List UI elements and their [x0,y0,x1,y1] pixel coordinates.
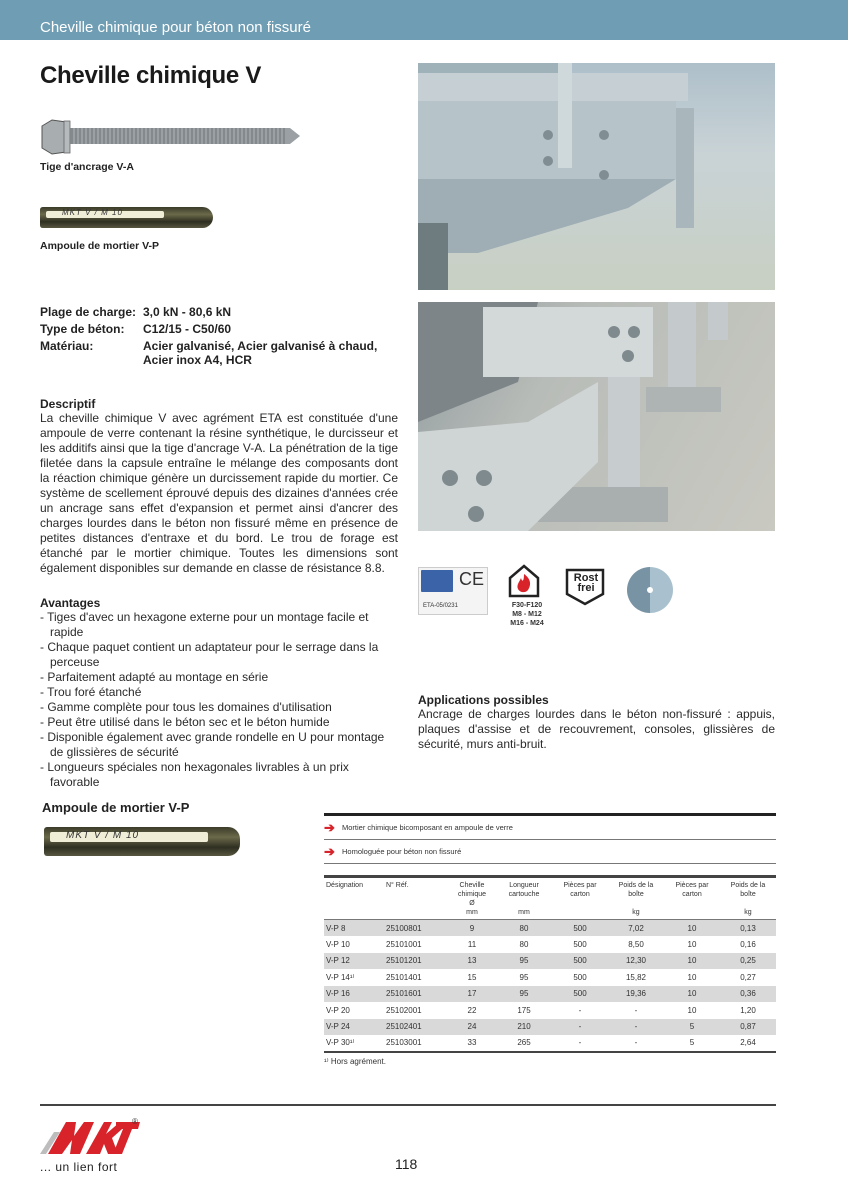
advantages-title: Avantages [40,596,101,610]
page-title: Cheville chimique V [40,62,262,89]
table-row: V-P 8 25100801 9 80 500 7,02 10 0,13 [324,920,776,937]
list-item: - Trou foré étanché [40,685,142,699]
svg-text:®: ® [132,1117,138,1126]
application-photo-guardrail [418,302,775,531]
fire-resistance-icon [508,564,540,598]
applications-title: Applications possibles [418,693,549,707]
mkt-logo [40,1116,140,1156]
bottom-ampoule-image: MKT V / M 10 [44,827,240,856]
description-text: La cheville chimique V avec agrément ETA est constituée d'une ampoule de verre contenant la résine synthétique, le durcisseur et les additifs ainsi que la tige d'ancrage V-A. La pénétration de la tige filetée dans la capsule entraîne le mélange des composants dont la réaction chimique génère un durcissement rapide du mortier. Ce système de scellement éprouvé depuis des dizaines d'années crée un ancrage sans effet d'expansion et permet ainsi d'ancrer des charges lourdes dans le béton non fissuré même en présence de petites distances d'entraxe et du bord. Le trou de forage est étanché par le mortier chimique. Toutes les dimensions sont également disponibles sur demande en classe de résistance 8.8. [40,411,398,575]
list-item: - Disponible également avec grande rondelle en U pour montage de glissières de sécurité [40,730,385,759]
description-section [40,397,398,576]
table-row: V-P 16 25101601 17 95 500 19,36 10 0,36 [324,986,776,1003]
list-item: - Chaque paquet contient un adaptateur pour le serrage dans la perceuse [40,640,379,669]
application-photo-console [418,63,775,290]
table-row: V-P 30¹⁾ 25103001 33 265 - - 5 2,64 [326,1038,756,1048]
table-header-row: Désignation N° Réf. Cheville chimique Ø mm Longueur cartouche mm Pièces par carton Poids de la boîte kg Pièces par carton Poids de la boîte kg [324,877,776,920]
list-item: - Gamme complète pour tous les domaines d'utilisation [40,700,332,714]
rod-caption: Tige d'ancrage V-A [40,161,134,173]
applications-section [418,693,775,752]
brand-tagline: ... un lien fort [40,1160,118,1174]
list-item: - Tiges d'avec un hexagone externe pour un montage facile et rapide [40,610,369,639]
spec-row-material: Matériau: Acier galvanisé, Acier galvanisé à chaud, Acier inox A4, HCR [40,339,378,367]
mortar-ampoule-image: MKT V / M 10 [40,207,213,228]
spec-row-concrete-type: Type de béton: C12/15 - C50/60 [40,322,232,336]
specifications-list [40,304,393,367]
eta-ce-certificate-icon: CE ETA-05/0231 [418,567,488,615]
feature-row: ➔ Homologuée pour béton non fissuré [324,840,776,864]
list-item: - Peut être utilisé dans le béton sec et le béton humide [40,715,330,729]
arrow-right-icon: ➔ [324,819,335,835]
table-footnote: ¹⁾ Hors agrément. [324,1056,386,1066]
advantages-list [40,610,400,790]
table-row: V-P 20 25102001 22 175 - - 10 1,20 [326,1005,756,1015]
list-item: - Parfaitement adapté au montage en série [40,670,269,684]
table-row: V-P 24 25102401 24 210 - - 5 0,87 [324,1019,776,1036]
applications-text: Ancrage de charges lourdes dans le béton non-fissuré : appuis, plaques d'assise et de recouvrement, consoles, glissières de sécurité, murs anti-bruit. [418,707,775,751]
rostfrei-stainless-icon: Rost frei [565,566,607,606]
section-title: Cheville chimique pour béton non fissuré [40,19,311,36]
footer-divider [40,1104,776,1106]
bottom-product-title: Ampoule de mortier V-P [42,800,190,815]
description-title: Descriptif [40,397,96,411]
mortar-disc-icon [627,567,673,613]
fire-rating-text: F30-F120 M8 - M12 M16 - M24 [510,602,544,627]
advantages-section [40,596,400,790]
feature-row: ➔ Mortier chimique bicomposant en ampoule de verre [324,816,776,840]
table-row: V-P 12 25101201 13 95 500 12,30 10 0,25 [324,953,776,970]
table-row: V-P 14¹⁾ 25101401 15 95 500 15,82 10 0,27 [326,972,756,982]
page-number: 118 [395,1156,418,1172]
ampoule-caption: Ampoule de mortier V-P [40,240,160,252]
spec-row-load-range: Plage de charge: 3,0 kN - 80,6 kN [40,305,232,319]
anchor-rod-image [40,118,302,158]
list-item: - Longueurs spéciales non hexagonales livrables à un prix favorable [40,760,349,789]
arrow-right-icon: ➔ [324,843,335,859]
section-header-bar [0,0,848,40]
product-table [324,875,776,1053]
table-row: V-P 10 25101001 11 80 500 8,50 10 0,16 [326,939,756,949]
product-table-area [324,813,776,1066]
